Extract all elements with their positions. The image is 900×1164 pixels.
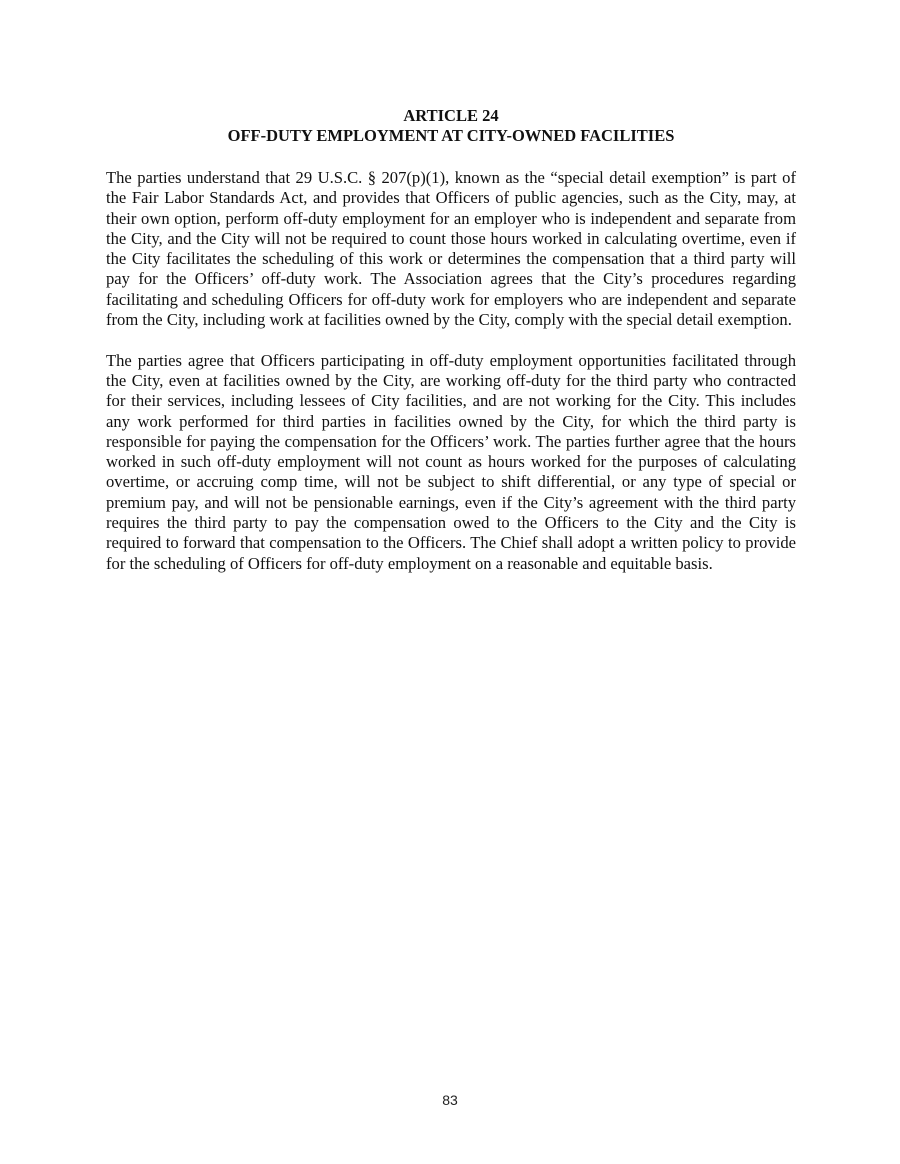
article-number: ARTICLE 24 (403, 106, 499, 125)
article-title: OFF-DUTY EMPLOYMENT AT CITY-OWNED FACILITIES (227, 126, 675, 145)
article-body (106, 168, 796, 594)
article-heading (106, 106, 796, 146)
paragraph-off-duty-agreement: The parties agree that Officers participating in off-duty employment opportunities facilitated through the City, even at facilities owned by the City, are working off-duty for the third party who contracted for their services, including lessees of City facilities, and are not working for the City. This includes any work performed for third parties in facilities owned by the City, for which the third party is responsible for paying the compensation for the Officers’ work. The parties further agree that the hours worked in such off-duty employment will not count as hours worked for the purposes of calculating overtime, or accruing comp time, will not be subject to shift differential, or any type of special or premium pay, and will not be pensionable earnings, even if the City’s agreement with the third party requires the third party to pay the compensation owed to the Officers to the City and the City is required to forward that compensation to the Officers. The Chief shall adopt a written policy to provide for the scheduling of Officers for off-duty employment on a reasonable and equitable basis. (106, 350, 796, 573)
page-number: 83 (442, 1092, 458, 1108)
paragraph-special-detail-exemption: The parties understand that 29 U.S.C. § 207(p)(1), known as the “special detail exemption” is part of the Fair Labor Standards Act, and provides that Officers of public agencies, such as the City, may, at their own option, perform off-duty employment for an employer who is independent and separate from the City, and the City will not be required to count those hours worked in calculating overtime, even if the City facilitates the scheduling of this work or determines the compensation that a third party will pay for the Officers’ off-duty work. The Association agrees that the City’s procedures regarding facilitating and scheduling Officers for off-duty work for employers who are independent and separate from the City, including work at facilities owned by the City, comply with the special detail exemption. (106, 168, 796, 330)
